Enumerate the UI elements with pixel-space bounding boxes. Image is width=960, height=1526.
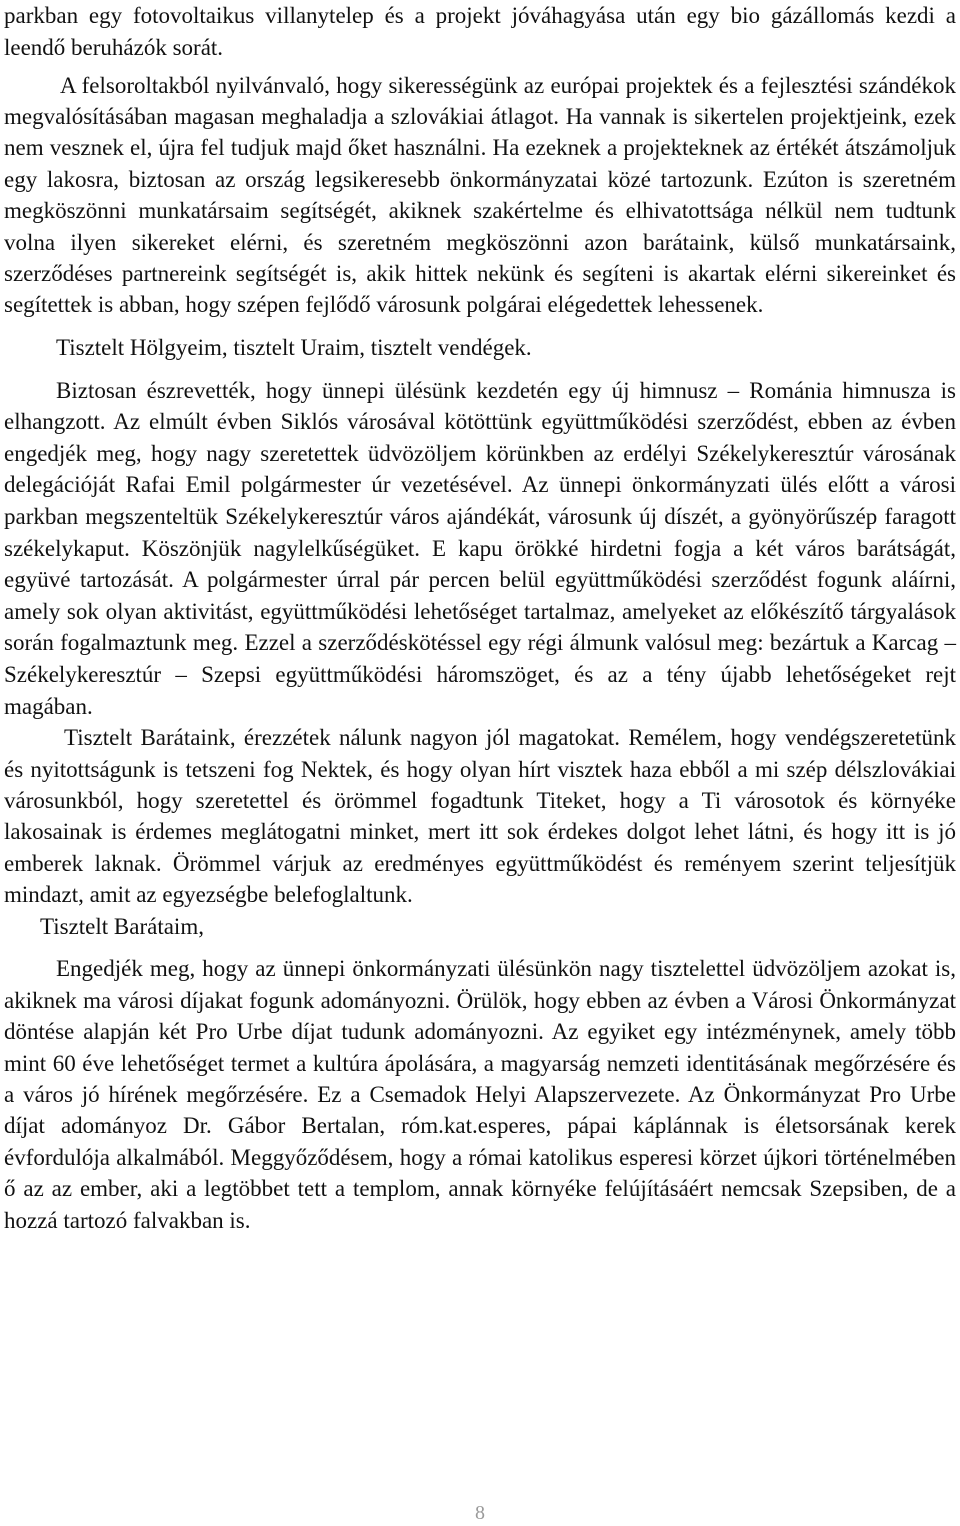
paragraph-2: A felsoroltakból nyilvánvaló, hogy sikerességünk az európai projektek és a fejlesztési szándékok megvalósításában magasan meghaladja a szlovákiai átlagot. Ha vannak is sikertelen projektjeink, ezek nem vesznek el, újra fel tudjuk majd őket használni. Ha ezeknek a projekteknek az értékét átszámoljuk egy lakosra, biztosan az ország legsikeresebb önkormányzatai közé tartozunk. Ezúton is szeretném megköszönni munkatársaim segítségét, akiknek szakértelme és elhivatottsága nélkül nem tudtunk volna ilyen sikereket elérni, és szeretném megköszönni azon barátaink, külső munkatársaink, szerződéses partnereink segítségét is, akik hittek nekünk és segíteni is akartak elérni sikereinket és segítettek is abban, hogy szépen fejlődő városunk polgárai elégedettek lehessenek.: [4, 72, 956, 318]
paragraph-4: Biztosan észrevették, hogy ünnepi ülésünk kezdetén egy új himnusz – Románia himnusza is elhangzott. Az elmúlt évben Siklós városával kötöttünk együttműködési szerződést, ebben az évben engedjék meg, hogy nagy szeretettek üdvözöljem körünkben az erdélyi Székelykeresztúr városának delegációját Rafai Emil polgármester úr vezetésével. Az ünnepi önkormányzati ülés előtt a városi parkban megszenteltük Székelykeresztúr város ajándékát, városunk új díszét, a gyönyörűszép faragott székelykaput. Köszönjük nagylelkűségüket. E kapu örökké hirdetni fogja a két város barátságát, együvé tartozását. A polgármester úrral pár percen belül együttműködési szerződést fogunk aláírni, amely sok olyan aktivitást, együttműködési lehetőséget tartalmaz, amelyeket az előkészítő tárgyalások során fogalmaztunk meg. Ezzel a szerződéskötéssel egy régi álmunk valósul meg: bezártuk a Karcag – Székelykeresztúr – Szepsi együttműködési háromszöget, és az a tény újabb lehetőségeket rejt magában.: [4, 377, 956, 719]
paragraph-gap: [4, 364, 956, 375]
page-number: 8: [475, 1502, 485, 1524]
paragraph-1: parkban egy fotovoltaikus villanytelep és a projekt jóváhagyása után egy bio gázállomás kezdi a leendő beruházók sorát.: [4, 3, 956, 60]
paragraph-6: Tisztelt Barátaim,: [40, 913, 204, 939]
paragraph-gap: [4, 321, 956, 332]
paragraph-gap: [4, 942, 956, 953]
paragraph-5: Tisztelt Barátaink, érezzétek nálunk nagyon jól magatokat. Remélem, hogy vendégszeretetünk és nyitottságunk is tetszeni fog Nektek, és hogy olyan hírt visztek haza ebből a mi szép délszlovákiai városunkból, hogy szeretettel és örömmel fogadtunk Titeket, hogy a Ti városotok és környéke lakosainak is érdemes meglátogatni minket, mert itt sok érdekes dolgot lehet látni, és hogy itt is jó emberek laknak. Örömmel várjuk az eredményes együttműködést és reményem szerint teljesítjük mindazt, amit az egyezségbe belefoglaltunk.: [4, 725, 956, 908]
paragraph-3: Tisztelt Hölgyeim, tisztelt Uraim, tisztelt vendégek.: [56, 334, 532, 360]
document-page: [4, 0, 956, 1236]
paragraph-7: Engedjék meg, hogy az ünnepi önkormányzati ülésünkön nagy tisztelettel üdvözöljem azokat is, akiknek ma városi díjakat fogunk adományozni. Örülök, hogy ebben az évben a Városi Önkormányzat döntése alapján két Pro Urbe díjat tudunk adományozni. Az egyiket egy intézménynek, amely több mint 60 éve lehetőséget termet a kultúra ápolására, a magyarság nemzeti identitásának megőrzésére és a város jó hírének megőrzésére. Ez a Csemadok Helyi Alapszervezete. Az Önkormányzat Pro Urbe díjat adományoz Dr. Gábor Bertalan, róm.kat.esperes, pápai káplánnak is életsorsának kerek évfordulója alkalmából. Meggyőződésem, hogy a római katolikus esperesi körzet újkori történelmében ő az az ember, aki a legtöbbet tett a templom, annak környéke felújításáért nemcsak Szepsiben, de a hozzá tartozó falvakban is.: [4, 956, 956, 1233]
